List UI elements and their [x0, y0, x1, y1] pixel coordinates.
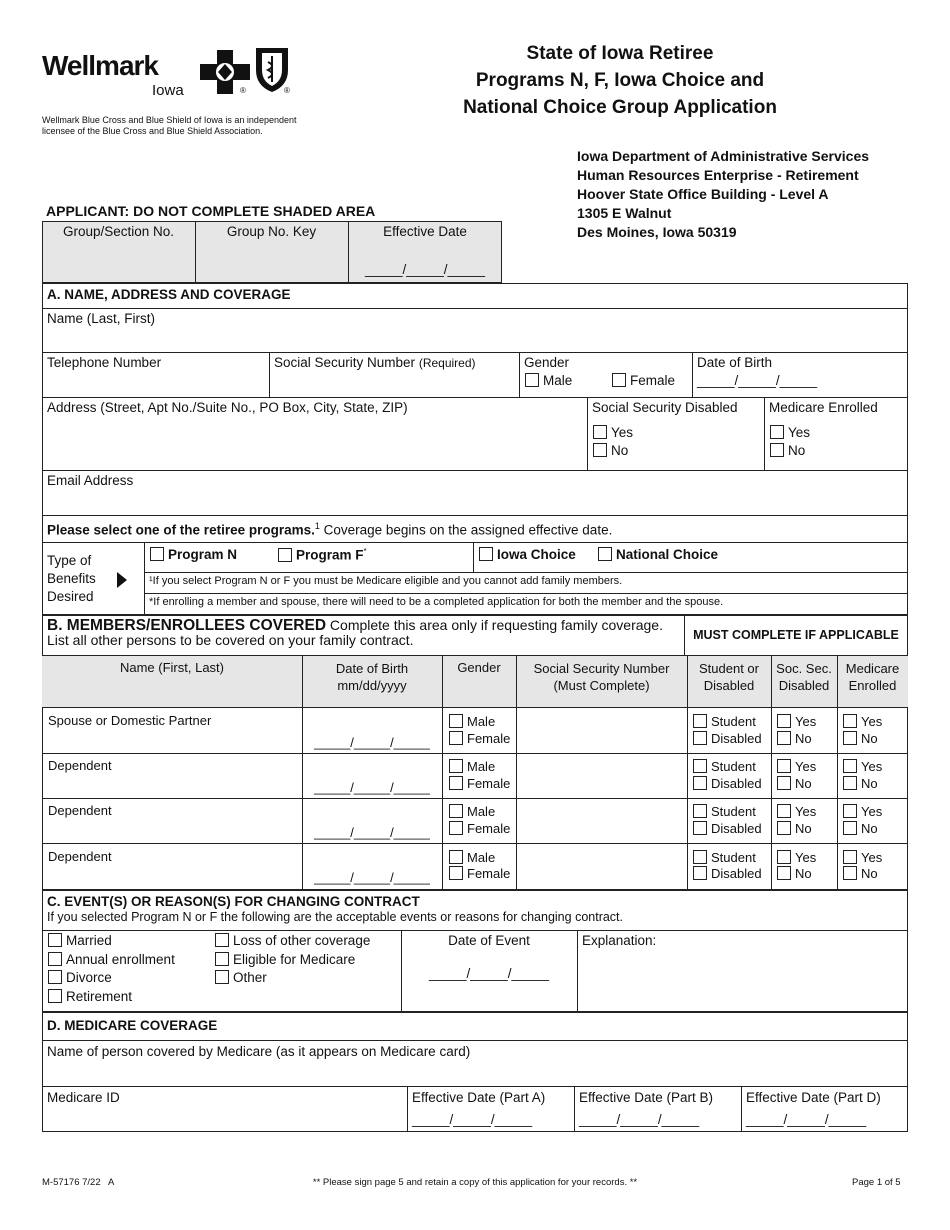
- eligible-medicare-checkbox[interactable]: [211, 950, 359, 969]
- date-of-event-label: Date of Event: [448, 933, 530, 948]
- checkbox-box[interactable]: [693, 804, 707, 818]
- divider: [42, 515, 908, 516]
- type-label-line-2: Benefits: [47, 571, 96, 586]
- checkbox-box[interactable]: [449, 776, 463, 790]
- retirement-text: Retirement: [66, 989, 133, 1004]
- yes-text: Yes: [861, 714, 883, 729]
- divider: [42, 753, 908, 754]
- medicare-enrolled-yes[interactable]: [766, 423, 814, 442]
- other-text: Other: [233, 970, 267, 985]
- checkbox-box[interactable]: [693, 714, 707, 728]
- medicare-enrolled-no[interactable]: [766, 441, 809, 460]
- medicare-id-label: Medicare ID: [47, 1090, 120, 1105]
- row-disabled-checkbox[interactable]: [689, 864, 766, 883]
- col-ss-disabled: Soc. Sec. Disabled: [776, 661, 832, 693]
- checkbox-box[interactable]: [48, 989, 62, 1003]
- checkbox-box[interactable]: [777, 714, 791, 728]
- row-dob-field[interactable]: _____/_____/_____: [314, 825, 430, 840]
- yes-text: Yes: [795, 759, 817, 774]
- eligible-medicare-text: Eligible for Medicare: [233, 952, 356, 967]
- yes-text: Yes: [788, 425, 811, 440]
- no-text: No: [795, 866, 812, 881]
- divider: [687, 655, 688, 890]
- ssn-label: [270, 353, 480, 372]
- program-select-instruction: [43, 519, 616, 540]
- dob-label: Date of Birth: [697, 355, 773, 370]
- col-medicare-enrolled: Medicare Enrolled: [845, 661, 900, 693]
- gender-male-checkbox[interactable]: [521, 371, 576, 390]
- no-text: No: [611, 443, 629, 458]
- other-checkbox[interactable]: [211, 968, 271, 987]
- male-text: Male: [467, 850, 496, 865]
- arrow-right-icon: [117, 572, 127, 588]
- checkbox-box[interactable]: [770, 443, 784, 457]
- footnote-1: ¹If you select Program N or F you must be Medicare eligible and you cannot add family members.: [149, 575, 623, 587]
- checkbox-box[interactable]: [449, 850, 463, 864]
- no-text: No: [788, 443, 806, 458]
- disabled-text: Disabled: [711, 731, 762, 746]
- no-text: No: [861, 776, 878, 791]
- group-section-label: Group/Section No.: [62, 224, 175, 239]
- no-text: No: [795, 821, 812, 836]
- checkbox-box[interactable]: [843, 759, 857, 773]
- married-checkbox[interactable]: [44, 931, 116, 950]
- checkbox-box[interactable]: [777, 804, 791, 818]
- divider: [837, 655, 838, 890]
- yes-text: Yes: [861, 759, 883, 774]
- form-title-line-1: State of Iowa Retiree: [526, 43, 714, 64]
- checkbox-box[interactable]: [449, 866, 463, 880]
- type-label-line-1: Type of: [47, 553, 92, 568]
- gender-female-checkbox[interactable]: [608, 371, 679, 390]
- shaded-area-note: APPLICANT: DO NOT COMPLETE SHADED AREA: [46, 203, 376, 219]
- checkbox-box[interactable]: [843, 821, 857, 835]
- row-ss-no-checkbox[interactable]: [773, 819, 816, 838]
- col-dob: Date of Birth mm/dd/yyyy: [335, 661, 409, 693]
- iowa-choice-checkbox[interactable]: [475, 545, 580, 564]
- gender-female-text: Female: [630, 373, 676, 388]
- checkbox-box[interactable]: [215, 970, 229, 984]
- ss-disabled-yes[interactable]: [589, 423, 637, 442]
- row-ss-no-checkbox[interactable]: [773, 729, 816, 748]
- address-line-2: Human Resources Enterprise - Retirement: [577, 167, 859, 183]
- yes-text: Yes: [861, 850, 883, 865]
- row-female-checkbox[interactable]: [445, 864, 514, 883]
- checkbox-box[interactable]: [449, 714, 463, 728]
- checkbox-box[interactable]: [843, 804, 857, 818]
- yes-text: Yes: [861, 804, 883, 819]
- row-medicare-no-checkbox[interactable]: [839, 729, 882, 748]
- row-female-checkbox[interactable]: [445, 819, 514, 838]
- address-line-5: Des Moines, Iowa 50319: [577, 224, 737, 240]
- logo-disclaimer: Wellmark Blue Cross and Blue Shield of Iowa is an independent licensee of the Blue Cross and Blue Shield Association.: [42, 115, 297, 136]
- checkbox-box[interactable]: [777, 776, 791, 790]
- group-key-label: Group No. Key: [226, 224, 317, 239]
- program-n-text: Program N: [168, 547, 238, 562]
- type-label-line-3: Desired: [47, 589, 94, 604]
- no-text: No: [795, 731, 812, 746]
- checkbox-box[interactable]: [777, 821, 791, 835]
- section-d-title: D. MEDICARE COVERAGE: [47, 1018, 218, 1033]
- checkbox-box[interactable]: [843, 776, 857, 790]
- divider: [42, 542, 908, 543]
- checkbox-box[interactable]: [843, 731, 857, 745]
- female-text: Female: [467, 821, 511, 836]
- student-text: Student: [711, 759, 756, 774]
- address-line-1: Iowa Department of Administrative Services: [577, 148, 870, 164]
- checkbox-box[interactable]: [770, 425, 784, 439]
- part-a-field[interactable]: _____/_____/_____: [412, 1112, 533, 1127]
- checkbox-box[interactable]: [449, 759, 463, 773]
- no-text: No: [861, 866, 878, 881]
- logo-state: Iowa: [152, 82, 184, 99]
- divider: [302, 655, 303, 890]
- row-disabled-checkbox[interactable]: [689, 774, 766, 793]
- checkbox-box[interactable]: [843, 866, 857, 880]
- address-label: Address (Street, Apt No./Suite No., PO Box, City, State, ZIP): [47, 400, 408, 415]
- checkbox-box[interactable]: [612, 373, 626, 387]
- section-b-title: [43, 616, 683, 650]
- divider: [42, 1040, 908, 1041]
- checkbox-box[interactable]: [479, 547, 493, 561]
- student-text: Student: [711, 714, 756, 729]
- row-medicare-no-checkbox[interactable]: [839, 864, 882, 883]
- annual-enrollment-text: Annual enrollment: [66, 952, 175, 967]
- female-text: Female: [467, 866, 511, 881]
- footnote-2: *If enrolling a member and spouse, there will need to be a completed application for both the member and the spouse.: [149, 596, 724, 608]
- married-text: Married: [66, 933, 112, 948]
- checkbox-box[interactable]: [48, 970, 62, 984]
- ss-disabled-label: Social Security Disabled: [592, 400, 738, 415]
- yes-text: Yes: [795, 714, 817, 729]
- part-b-label: Effective Date (Part B): [579, 1090, 714, 1105]
- iowa-choice-text: Iowa Choice: [497, 547, 576, 562]
- form-title: [420, 40, 820, 121]
- gender-male-text: Male: [543, 373, 573, 388]
- yes-text: Yes: [611, 425, 634, 440]
- program-n-checkbox[interactable]: [146, 545, 241, 564]
- section-b-desc: Complete this area only if requesting family coverage. List all other persons to be covered on your family contract.: [47, 617, 663, 648]
- checkbox-box[interactable]: [48, 933, 62, 947]
- divider: [473, 542, 474, 572]
- program-f-mark: *: [363, 547, 367, 556]
- page-number: Page 1 of 5: [852, 1177, 901, 1188]
- name-label: Name (Last, First): [47, 311, 156, 326]
- col-name: Name (First, Last): [119, 660, 224, 675]
- program-f-checkbox[interactable]: [274, 545, 371, 565]
- female-text: Female: [467, 776, 511, 791]
- checkbox-box[interactable]: [693, 866, 707, 880]
- wellmark-logo: [42, 44, 302, 112]
- yes-text: Yes: [795, 804, 817, 819]
- row-dob-field[interactable]: _____/_____/_____: [314, 870, 430, 885]
- registered-mark-2: ®: [284, 86, 290, 95]
- no-text: No: [861, 821, 878, 836]
- checkbox-box[interactable]: [777, 850, 791, 864]
- checkbox-box[interactable]: [693, 759, 707, 773]
- checkbox-box[interactable]: [525, 373, 539, 387]
- section-a-title: A. NAME, ADDRESS AND COVERAGE: [47, 287, 291, 302]
- checkbox-box[interactable]: [598, 547, 612, 561]
- divider: [442, 655, 443, 890]
- table-row-label: Dependent: [48, 758, 112, 773]
- row-medicare-no-checkbox[interactable]: [839, 774, 882, 793]
- footnote-mark: 1: [314, 521, 320, 531]
- checkbox-box[interactable]: [593, 443, 607, 457]
- registered-mark-1: ®: [240, 86, 246, 95]
- disabled-text: Disabled: [711, 776, 762, 791]
- section-c-title: C. EVENT(S) OR REASON(S) FOR CHANGING CONTRACT: [47, 894, 420, 909]
- male-text: Male: [467, 714, 496, 729]
- yes-text: Yes: [795, 850, 817, 865]
- ss-disabled-no[interactable]: [589, 441, 632, 460]
- disabled-text: Disabled: [711, 866, 762, 881]
- no-text: No: [795, 776, 812, 791]
- student-text: Student: [711, 850, 756, 865]
- medicare-name-label: Name of person covered by Medicare (as it appears on Medicare card): [47, 1044, 471, 1059]
- program-select-bold: Please select one of the retiree programs.: [47, 522, 315, 538]
- female-text: Female: [467, 731, 511, 746]
- section-c-subtitle: If you selected Program N or F the following are the acceptable events or reasons for changing contract.: [47, 910, 624, 924]
- program-select-rest: Coverage begins on the assigned effective date.: [319, 522, 613, 538]
- checkbox-box[interactable]: [777, 759, 791, 773]
- row-disabled-checkbox[interactable]: [689, 819, 766, 838]
- annual-enrollment-checkbox[interactable]: [44, 950, 179, 969]
- row-dob-field[interactable]: _____/_____/_____: [314, 735, 430, 750]
- checkbox-box[interactable]: [278, 548, 292, 562]
- checkbox-box[interactable]: [593, 425, 607, 439]
- divider: [516, 655, 517, 890]
- explanation-label: Explanation:: [582, 933, 657, 948]
- loss-coverage-text: Loss of other coverage: [233, 933, 371, 948]
- col-ssn: Social Security Number (Must Complete): [533, 661, 670, 693]
- student-text: Student: [711, 804, 756, 819]
- col-gender: Gender: [457, 660, 501, 675]
- medicare-enrolled-label: Medicare Enrolled: [769, 400, 878, 415]
- row-ss-no-checkbox[interactable]: [773, 864, 816, 883]
- table-row-label: Spouse or Domestic Partner: [48, 713, 212, 728]
- effective-date-label: Effective Date: [383, 224, 467, 239]
- row-female-checkbox[interactable]: [445, 729, 514, 748]
- national-choice-checkbox[interactable]: [594, 545, 722, 564]
- email-label: Email Address: [47, 473, 134, 488]
- date-of-event-field[interactable]: _____/_____/_____: [428, 966, 550, 981]
- checkbox-box[interactable]: [693, 731, 707, 745]
- program-f-text: Program F: [296, 547, 364, 563]
- checkbox-box[interactable]: [693, 776, 707, 790]
- divider: [42, 470, 908, 471]
- checkbox-box[interactable]: [449, 731, 463, 745]
- checkbox-box[interactable]: [843, 714, 857, 728]
- form-title-line-3: National Choice Group Application: [463, 97, 777, 118]
- part-d-label: Effective Date (Part D): [746, 1090, 881, 1105]
- type-of-benefits-label: [43, 550, 100, 608]
- must-complete-label: MUST COMPLETE IF APPLICABLE: [693, 628, 899, 642]
- checkbox-box[interactable]: [215, 952, 229, 966]
- row-ss-no-checkbox[interactable]: [773, 774, 816, 793]
- logo-wordmark: Wellmark: [42, 50, 158, 81]
- name-input[interactable]: [42, 326, 908, 352]
- ssn-label-text: Social Security Number: [274, 355, 416, 370]
- row-female-checkbox[interactable]: [445, 774, 514, 793]
- table-row-label: Dependent: [48, 803, 112, 818]
- form-title-line-2: Programs N, F, Iowa Choice and: [475, 70, 765, 91]
- disabled-text: Disabled: [711, 821, 762, 836]
- divider: [42, 1086, 908, 1087]
- address-line-3: Hoover State Office Building - Level A: [577, 186, 829, 202]
- checkbox-box[interactable]: [48, 952, 62, 966]
- divider: [42, 308, 908, 309]
- effective-date-field[interactable]: _____/_____/_____: [364, 262, 486, 277]
- section-b-title-text: B. MEMBERS/ENROLLEES COVERED: [47, 617, 327, 634]
- form-code: M-57176 7/22 A: [42, 1177, 115, 1188]
- part-b-field[interactable]: _____/_____/_____: [579, 1112, 700, 1127]
- checkbox-box[interactable]: [693, 821, 707, 835]
- checkbox-box[interactable]: [215, 933, 229, 947]
- address-line-4: 1305 E Walnut: [577, 205, 672, 221]
- checkbox-box[interactable]: [777, 866, 791, 880]
- footer-note: ** Please sign page 5 and retain a copy of this application for your records. **: [312, 1177, 638, 1188]
- row-medicare-no-checkbox[interactable]: [839, 819, 882, 838]
- retirement-checkbox[interactable]: [44, 987, 136, 1006]
- gender-label: Gender: [524, 355, 570, 370]
- male-text: Male: [467, 759, 496, 774]
- part-d-field[interactable]: _____/_____/_____: [746, 1112, 867, 1127]
- col-student-disabled: Student or Disabled: [699, 661, 759, 693]
- divider: [42, 843, 908, 844]
- checkbox-box[interactable]: [777, 731, 791, 745]
- dob-field[interactable]: _____/_____/_____: [697, 373, 818, 388]
- national-choice-text: National Choice: [616, 547, 719, 562]
- checkbox-box[interactable]: [449, 821, 463, 835]
- checkbox-box[interactable]: [693, 850, 707, 864]
- checkbox-box[interactable]: [449, 804, 463, 818]
- mailing-address: [577, 147, 869, 242]
- telephone-label: Telephone Number: [47, 355, 162, 370]
- checkbox-box[interactable]: [843, 850, 857, 864]
- ssn-required: (Required): [418, 356, 476, 370]
- divider: [42, 798, 908, 799]
- checkbox-box[interactable]: [150, 547, 164, 561]
- no-text: No: [861, 731, 878, 746]
- divider: [771, 655, 772, 890]
- row-dob-field[interactable]: _____/_____/_____: [314, 780, 430, 795]
- part-a-label: Effective Date (Part A): [412, 1090, 546, 1105]
- table-row-label: Dependent: [48, 849, 112, 864]
- loss-coverage-checkbox[interactable]: [211, 931, 374, 950]
- divorce-checkbox[interactable]: [44, 968, 116, 987]
- male-text: Male: [467, 804, 496, 819]
- divorce-text: Divorce: [66, 970, 112, 985]
- row-disabled-checkbox[interactable]: [689, 729, 766, 748]
